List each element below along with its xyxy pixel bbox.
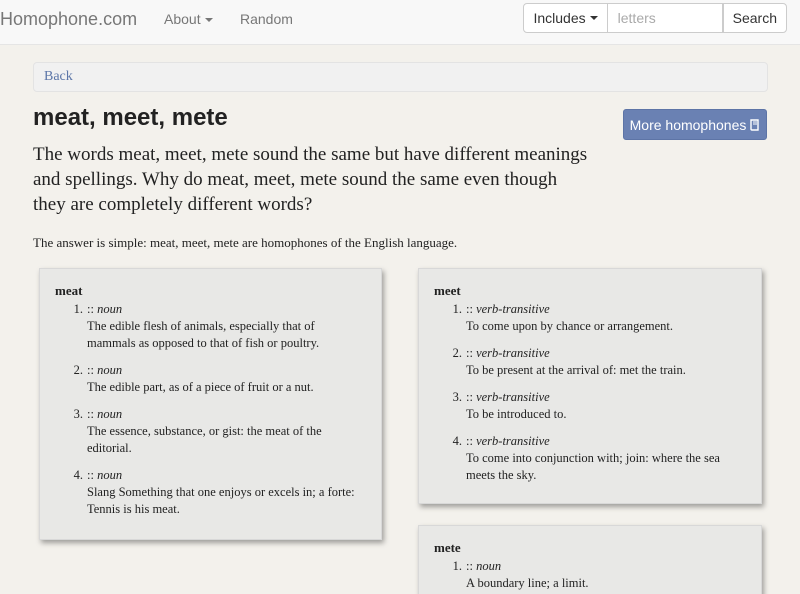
definition-pos-line xyxy=(87,406,366,423)
part-of-speech: noun xyxy=(97,407,123,421)
navbar xyxy=(0,0,800,45)
random-link[interactable]: Random xyxy=(240,11,293,27)
definition-text: The edible flesh of animals, especially that of mammals as opposed to that of fish or poultry. xyxy=(87,319,320,350)
book-icon xyxy=(750,119,760,131)
pos-prefix: :: xyxy=(466,390,477,404)
definition-text: To be introduced to. xyxy=(466,407,567,421)
definition-item xyxy=(434,433,746,484)
more-homophones-button[interactable] xyxy=(623,109,767,140)
definition-pos-line xyxy=(466,433,746,450)
card-word: mete xyxy=(434,540,461,555)
definition-item xyxy=(434,558,746,592)
pos-prefix: :: xyxy=(466,434,477,448)
pos-prefix: :: xyxy=(87,407,98,421)
about-dropdown[interactable] xyxy=(164,11,213,27)
search-button[interactable]: Search xyxy=(723,3,787,33)
definition-list xyxy=(55,301,366,518)
definition-item xyxy=(434,301,746,335)
includes-label: Includes xyxy=(533,10,586,26)
card-word: meat xyxy=(55,283,83,298)
brand-link[interactable]: Homophone.com xyxy=(0,9,138,29)
definition-number: 1. xyxy=(73,302,83,316)
definition-item xyxy=(55,362,366,396)
definition-card-meet xyxy=(418,268,762,504)
breadcrumb xyxy=(33,62,768,92)
includes-dropdown[interactable] xyxy=(523,3,607,33)
part-of-speech: verb-transitive xyxy=(476,346,550,360)
pos-prefix: :: xyxy=(87,302,98,316)
page-title: meat, meet, mete xyxy=(33,104,228,131)
definition-number: 2. xyxy=(452,346,462,360)
definition-number: 1. xyxy=(452,559,462,573)
definition-pos-line xyxy=(466,558,746,575)
definition-item xyxy=(55,406,366,457)
part-of-speech: noun xyxy=(97,363,123,377)
definition-text: Slang Something that one enjoys or excels in; a forte: Tennis is his meat. xyxy=(87,485,355,516)
definition-number: 4. xyxy=(73,468,83,482)
more-homophones-label: More homophones xyxy=(629,116,747,133)
part-of-speech: verb-transitive xyxy=(476,302,550,316)
definition-number: 2. xyxy=(73,363,83,377)
pos-prefix: :: xyxy=(87,468,98,482)
definition-text: To come upon by chance or arrangement. xyxy=(466,319,674,333)
pos-prefix: :: xyxy=(466,346,477,360)
definition-pos-line xyxy=(87,362,366,379)
lead-text: The words meat, meet, mete sound the same but have different meanings and spellings. Why do meat, meet, mete sound the same even though they are completely different words? xyxy=(33,144,588,215)
definition-item xyxy=(55,301,366,352)
definition-pos-line xyxy=(466,345,746,362)
definition-pos-line xyxy=(87,467,366,484)
back-link[interactable]: Back xyxy=(44,69,73,84)
definition-item xyxy=(434,345,746,379)
caret-down-icon xyxy=(590,16,598,20)
card-word: meet xyxy=(434,283,461,298)
definition-list xyxy=(434,558,746,592)
definition-number: 4. xyxy=(452,434,462,448)
definition-list xyxy=(434,301,746,484)
part-of-speech: noun xyxy=(476,559,502,573)
search-input[interactable] xyxy=(608,3,723,33)
part-of-speech: verb-transitive xyxy=(476,434,550,448)
definition-number: 1. xyxy=(452,302,462,316)
definition-number: 3. xyxy=(73,407,83,421)
definition-pos-line xyxy=(466,389,746,406)
definition-item xyxy=(55,467,366,518)
definition-card-mete xyxy=(418,525,762,594)
pos-prefix: :: xyxy=(466,559,477,573)
definition-card-meat xyxy=(39,268,382,540)
definition-text: The essence, substance, or gist: the meat of the editorial. xyxy=(87,424,322,455)
about-label: About xyxy=(164,11,201,27)
search-group xyxy=(523,3,787,33)
pos-prefix: :: xyxy=(466,302,477,316)
definition-text: To come into conjunction with; join: where the sea meets the sky. xyxy=(466,451,720,482)
part-of-speech: verb-transitive xyxy=(476,390,550,404)
definition-item xyxy=(434,389,746,423)
definition-pos-line xyxy=(466,301,746,318)
pos-prefix: :: xyxy=(87,363,98,377)
caret-down-icon xyxy=(205,18,213,22)
definition-text: The edible part, as of a piece of fruit or a nut. xyxy=(87,380,314,394)
part-of-speech: noun xyxy=(97,302,123,316)
definition-pos-line xyxy=(87,301,366,318)
definition-text: A boundary line; a limit. xyxy=(466,576,589,590)
definition-text: To be present at the arrival of: met the train. xyxy=(466,363,686,377)
part-of-speech: noun xyxy=(97,468,123,482)
answer-text: The answer is simple: meat, meet, mete are homophones of the English language. xyxy=(33,235,458,250)
definition-number: 3. xyxy=(452,390,462,404)
